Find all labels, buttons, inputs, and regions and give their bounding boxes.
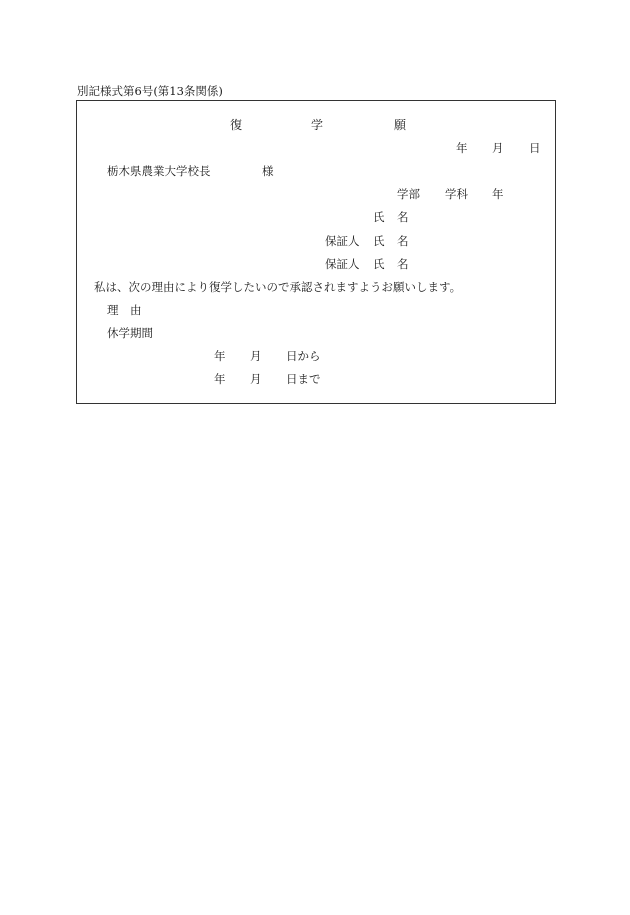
reason-label-char-2: 由	[130, 303, 142, 317]
school-year-label: 年	[492, 187, 504, 201]
guarantor-name-label-mei-2: 名	[397, 257, 409, 271]
course-label: 学科	[445, 187, 468, 201]
student-name-label-shi: 氏	[373, 210, 385, 224]
title-char-3: 願	[394, 118, 407, 132]
guarantor-name-label-shi-2: 氏	[373, 257, 385, 271]
student-name-label-mei: 名	[397, 210, 409, 224]
honorific: 様	[262, 164, 274, 178]
reason-label-char-1: 理	[107, 303, 119, 317]
date-month-label: 月	[492, 141, 504, 155]
leave-period-label: 休学期間	[107, 326, 153, 340]
date-day-label: 日	[529, 141, 541, 155]
form-number-label: 別記様式第6号(第13条関係)	[77, 84, 223, 98]
date-year-label: 年	[456, 141, 468, 155]
title-char-2: 学	[311, 118, 324, 132]
guarantor-name-label-mei-1: 名	[397, 234, 409, 248]
period-start-day-label: 日から	[286, 349, 321, 363]
addressee: 栃木県農業大学校長	[107, 164, 211, 178]
period-end-day-label: 日まで	[286, 372, 321, 386]
guarantor-label-1: 保証人	[325, 234, 360, 248]
period-start-month-label: 月	[250, 349, 262, 363]
period-end-year-label: 年	[214, 372, 226, 386]
department-label: 学部	[397, 187, 420, 201]
guarantor-name-label-shi-1: 氏	[373, 234, 385, 248]
period-start-year-label: 年	[214, 349, 226, 363]
guarantor-label-2: 保証人	[325, 257, 360, 271]
period-end-month-label: 月	[250, 372, 262, 386]
title-char-1: 復	[230, 118, 243, 132]
request-statement: 私は、次の理由により復学したいので承認されますようお願いします。	[94, 280, 462, 294]
